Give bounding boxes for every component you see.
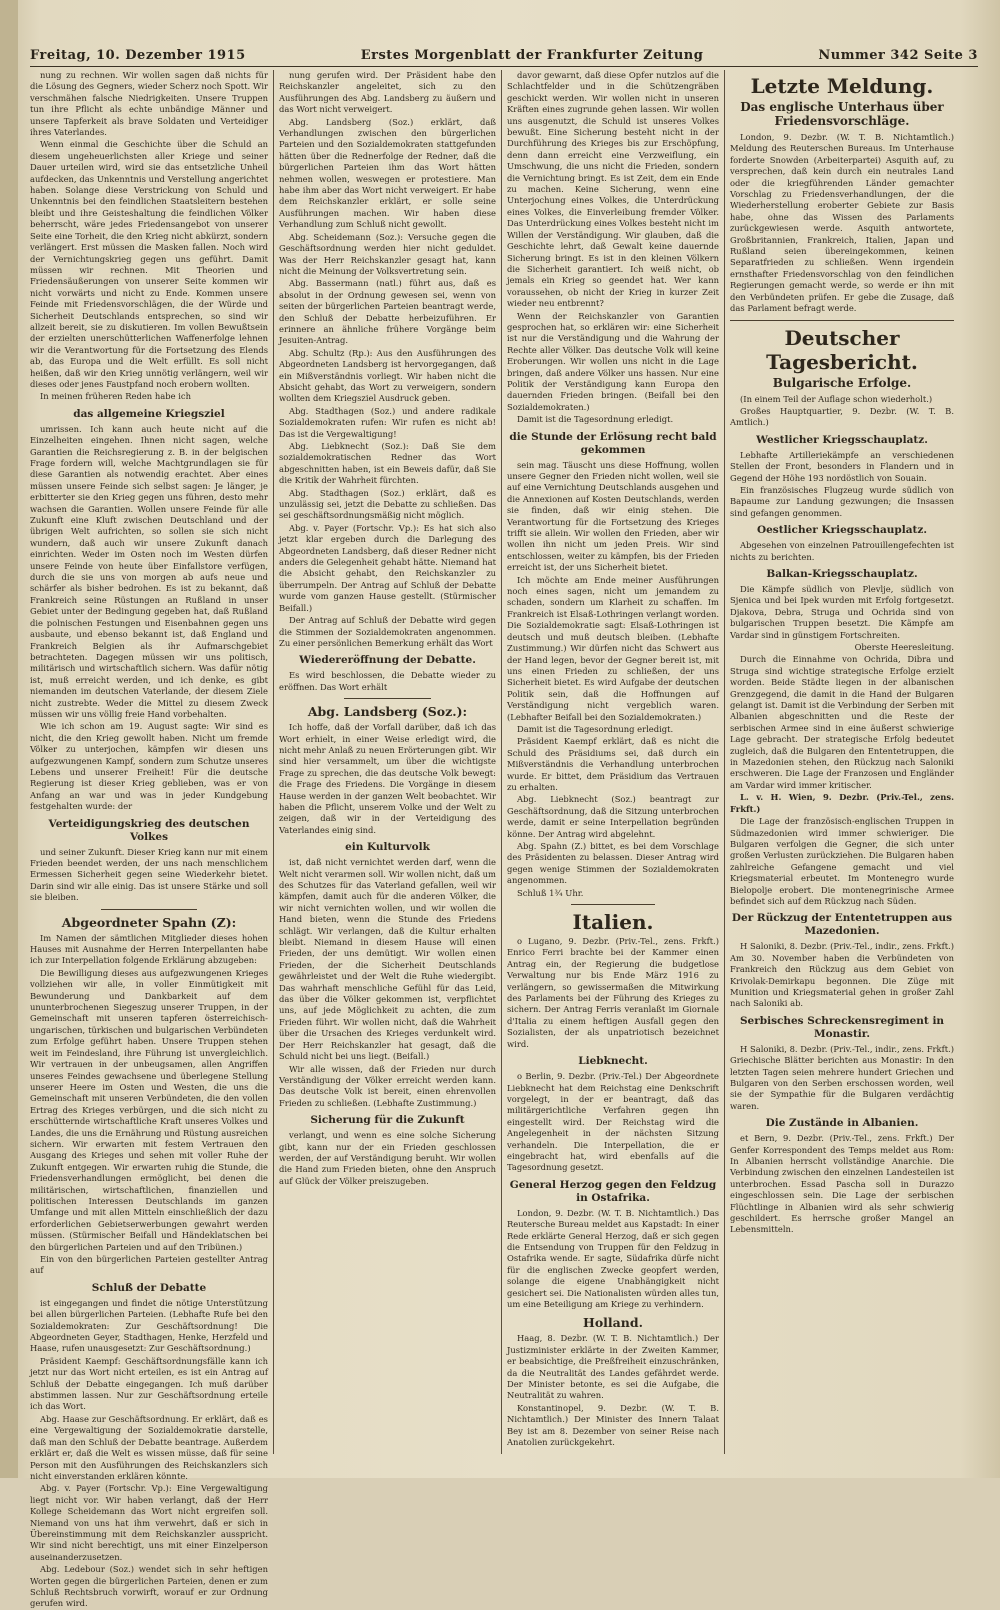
paragraph: Wenn der Reichskanzler von Garantien gesprochen hat, so erklären wir: eine Sicherheit ist nur die Verständigung und die Wahrung der Rechte aller Völker. Das deutsche Volk will keine Eroberungen. Wir wollen uns nicht in die Lage bringen, daß andere Völker uns hassen. Nur eine Politik der Verständigung kann Europa den dauernden Frieden bringen. (Beifall bei den Sozialdemokraten.)	[507, 310, 719, 412]
paragraph: In meinen früheren Reden habe ich	[40, 391, 191, 402]
section-heading: Italien.	[572, 910, 654, 935]
paragraph: Haag, 8. Dezbr. (W. T. B. Nichtamtlich.) Der Justizminister erklärte in der Zweiten Kammer, er beabsichtige, die Preßfreiheit einzuschränken, da die Neutralität des Landes gefährdet werde. Der Minister betonte, es sei die Aufgabe, die Neutralität zu wahren.	[507, 1333, 719, 1401]
section-heading: Deutscher Tagesbericht.	[766, 325, 918, 374]
binding-gutter	[0, 0, 18, 1478]
paragraph: umrissen. Ich kann auch heute nicht auf die Einzelheiten eingehen. Ihnen nicht sagen, welche Garantien die Reichsregierung z. B. in der belgischen Frage fordern will, welche Machtgrundlagen sie für diese Garantien als notwendig erachtet. Aber eines müssen unsere Feinde sich selbst sagen: Je länger, je erbitterter sie den Krieg gegen uns führen, desto mehr wachsen die Garantien. Wollen unsere Feinde für alle Zukunft eine Kluft zwischen Deutschland und der übrigen Welt aufrichten, so sollen sie sich nicht wundern, daß auch wir unsere Zukunft danach einrichten. Weder im Osten noch im Westen dürfen unsere Feinde von heute über Einfallstore verfügen, durch die sie uns von morgen ab aufs neue und schärfer als bisher bedrohen. Es ist zu bekannt, daß Frankreich seine Rüstungen an Rußland in unser Gebiet unter der Bedingung gegeben hat, daß Rußland die polnischen Festungen und Eisenbahnen gegen uns ausbaute, und ebenso bekannt ist, daß England und Frankreich Belgien als ihr Aufmarschgebiet betrachteten. Dagegen müssen wir uns politisch, militärisch und wirtschaftlich sichern. Was dafür nötig ist, muß erreicht werden, und ich denke, es gibt niemanden im deutschen Vaterlande, der diesem Ziele nicht zustrebte. Weder die Mittel zu diesem Zweck müssen wir uns völlig freie Hand vorbehalten.	[30, 423, 268, 719]
paragraph: nung gerufen wird. Der Präsident habe den Reichskanzler angeleitet, sich zu den Ausführungen des Abg. Landsberg zu äußern und das Wort nicht verweigert.	[279, 70, 496, 115]
section-heading: Holland.	[583, 1315, 643, 1331]
column-2	[279, 70, 496, 1454]
section-heading: Liebknecht.	[578, 1055, 648, 1068]
paragraph: Abg. Liebknecht (Soz.): Daß Sie dem sozialdemokratischen Redner das Wort abgeschnitten haben, ist ein Beweis dafür, daß Sie die Kritik der Wahrheit fürchten.	[279, 441, 496, 486]
paragraph: Lebhafte Artilleriekämpfe an verschiedenen Stellen der Front, besonders in Flandern und in Gegend der Höhe 193 nordöstlich von Souain.	[730, 449, 954, 483]
paragraph: Die Lage der französisch-englischen Truppen in Südmazedonien wird immer schwieriger. Die Bulgaren verfolgen die Gegner, die sich unter großen Verlusten zurückziehen. Die Bulgaren haben zahlreiche Gefangene gemacht und viel Kriegsmaterial erbeutet. Im Montenegro wurde Bielopolje erobert. Die montenegrinische Armee befindet sich auf dem Rückzug nach Süden.	[730, 816, 954, 906]
divider	[571, 904, 656, 905]
paragraph: Abg. Spahn (Z.) bittet, es bei dem Vorschlage des Präsidenten zu belassen. Dieser Antrag wird gegen wenige Stimmen der Sozialdemokraten angenommen.	[507, 841, 719, 886]
paragraph: London, 9. Dezbr. (W. T. B. Nichtamtlich.) Das Reutersche Bureau meldet aus Kapstadt: In einer Rede erklärte General Herzog, daß er sich gegen die Entsendung von Truppen für den Feldzug in Ostafrika wende. Er sagte, Südafrika dürfe nicht für die englischen Zwecke geopfert werden, solange die eigene Unabhängigkeit nicht gesichert sei. Die Nationalisten würden alles tun, um eine Beteiligung am Kriege zu verhindern.	[507, 1207, 719, 1309]
column-rule	[501, 70, 502, 1454]
paragraph: Präsident Kaempf: Geschäftsordnungsfälle kann ich jetzt nur das Wort nicht erteilen, es ist ein Antrag auf Schluß der Debatte eingegangen. Ich muß darüber abstimmen lassen. Nur zur Geschäftsordnung erteile ich das Wort.	[30, 1355, 268, 1412]
paragraph: nung zu rechnen. Wir wollen sagen daß nichts für die Lösung des Gegners, wieder Scherz noch Spott. Wir verschmähen falsche Niedrigkeiten. Unsere Truppen tun ihre Pflicht als echte unbändige Männer und unsere Tapferkeit als brave Soldaten und Verteidiger ihres Vaterlandes.	[30, 70, 268, 138]
section-heading: Abg. Landsberg (Soz.):	[307, 704, 468, 720]
section-heading: ein Kulturvolk	[345, 841, 430, 854]
paragraph: Damit ist die Tagesordnung erledigt.	[517, 723, 674, 734]
masthead-paper: Erstes Morgenblatt der Frankfurter Zeitung	[360, 47, 704, 63]
paragraph: Wie ich schon am 19. August sagte: Wir sind es nicht, die den Krieg gewollt haben. Nicht um fremde Völker zu unterjochen, kämpfen wir diesen uns aufgezwungenen Kampf, sondern zum Schutze unseres Lebens und unserer Freiheit! Für die deutsche Regierung ist dieser Krieg geblieben, was er von Anfang an war und was in jeder Kundgebung festgehalten wurde: der	[30, 721, 268, 812]
paragraph: davor gewarnt, daß diese Opfer nutzlos auf die Schlachtfelder und in die Schützengräben geschickt werden. Wir wollen nicht in unseren Kräften eines zugrunde gehen lassen. Wir wollen uns ausgenutzt, die Schuld ist unseres Volkes bewußt. Eine Sicherung besteht nicht in der Durchführung des Krieges bis zur Erschöpfung, denn dann erreicht eine Verzweiflung, ein Umschwung, die uns nicht die Frieden, sondern die Vernichtung bringt. Es ist Zeit, dem ein Ende zu machen. Keine Sicherung, wenn eine Unterjochung eines Volkes, die Unterdrückung eines Volkes, die Einverleibung fremder Völker. Das Unterdrückung eines Volkes besteht nicht im Willen der Verständigung. Wir glauben, daß die Geschichte lehrt, daß Gewalt keine dauernde Sicherung bringt. Es ist in den kleinen Völkern die Sicherheit garantiert. Ich weiß nicht, ob jemals ein Krieg so geendet hat. Wer kann voraussehen, ob nicht der Krieg in kurzer Zeit wieder neu entbrennt?	[507, 70, 719, 309]
paragraph: Die Kämpfe südlich von Plevlje, südlich von Sjenica und bei Ipek wurden mit Erfolg fortgesetzt. Djakova, Debra, Struga und Ochrida sind von bulgarischen Truppen besetzt. Die Kämpfe am Vardar sind in günstigem Fortschreiten.	[730, 583, 954, 640]
paragraph: Abg. Schultz (Rp.): Aus den Ausführungen des Abgeordneten Landsberg ist hervorgegangen, daß ein Mißverständnis vorliegt. Wir haben nicht die Absicht gehabt, das Wort zu verweigern, sondern wollten dem Kriegsziel Ausdruck geben.	[279, 347, 496, 404]
paragraph: ist, daß nicht vernichtet werden darf, wenn die Welt nicht verarmen soll. Wir wollen nicht, daß um des Schutzes für das Vaterland gefallen, weil wir kämpfen, damit auch für die anderen Völker, die wir nicht vernichten wollen, und wir wollen die Hand bieten, wenn die Stunde des Friedens schlägt. Wir verlangen, daß die Kultur erhalten bleibt. Niemand in diesem Hause will einen Frieden, der uns demütigt. Wir wollen einen Frieden, der die Sicherheit Deutschlands gewährleistet und der Welt die Ruhe wiedergibt. Das wahrhaft menschliche Gefühl für das Leid, das über die Völker gekommen ist, verpflichtet uns, auf jede Möglichkeit zu achten, die zum Frieden führt. Wir wollen nicht, daß die Wahrheit über die Ursachen des Krieges verdunkelt wird. Der Herr Reichskanzler hat gesagt, daß die Schuld nicht bei uns liegt. (Beifall.)	[279, 857, 496, 1062]
section-heading: Westlicher Kriegsschauplatz.	[756, 433, 928, 446]
paragraph: Damit ist die Tagesordnung erledigt.	[517, 414, 674, 425]
divider	[101, 909, 196, 910]
paragraph: o Lugano, 9. Dezbr. (Priv.-Tel., zens. Frkft.) Enrico Ferri brachte bei der Kammer einen Antrag ein, der Regierung die budgetlose Verwaltung nur bis Ende März 1916 zu verlängern, so gewissermaßen die Mitwirkung des Parlaments bei der Führung des Krieges zu sichern. Der Antrag Ferris veranlaßt im Giornale d'Italia zu einem heftigen Ausfall gegen den Sozialisten, der als unpatriotisch bezeichnet wird.	[507, 936, 719, 1049]
paragraph: Präsident Kaempf erklärt, daß es nicht die Schuld des Präsidiums sei, daß durch ein Mißverständnis die Verhandlung unterbrochen wurde. Er bittet, dem Präsidium das Vertrauen zu erhalten.	[507, 736, 719, 792]
paragraph: sein mag. Täuscht uns diese Hoffnung, wollen unsere Gegner den Frieden nicht wollen, weil sie auf eine Vernichtung Deutschlands ausgehen und die Annexionen auf Kosten Deutschlands, werden sie finden, daß wir einig stehen. Die Verantwortung für die Fortsetzung des Krieges trifft sie allein. Wir wollen den Frieden, aber wir wollen ihn nicht um jeden Preis. Wir sind entschlossen, weiter zu kämpfen, bis der Frieden erreicht ist, der uns Sicherheit bietet.	[507, 459, 719, 573]
paragraph: Abg. v. Payer (Fortschr. Vp.): Es hat sich also jetzt klar ergeben durch die Darlegung des Abgeordneten Landsberg, daß dieser Redner nicht anders die Gelegenheit gehabt hätte. Niemand hat die Absicht gehabt, den Reichskanzler zu überrumpeln. Der Antrag auf Schluß der Debatte wurde vom ganzen Hause gestellt. (Stürmischer Beifall.)	[279, 522, 496, 613]
subheading: Das englische Unterhaus über Friedensvorschläge.	[740, 100, 944, 128]
paragraph: London, 9. Dezbr. (W. T. B. Nichtamtlich.) Meldung des Reuterschen Bureaus. Im Unterhause forderte Snowden (Arbeiterpartei) Asquith auf, zu versprechen, daß kein durch ein neutrales Land oder die kriegführenden Länder gemachter Vorschlag zu Friedensverhandlungen, der die Wiederherstellung eroberter Gebiete zur Basis habe, ohne das Wissen des Parlaments zurückgewiesen werde. Asquith antwortete, Großbritannien, Frankreich, Italien, Japan und Rußland seien übereingekommen, keinen Separatfrieden zu schließen. Wenn irgendein ernsthafter Friedensvorschlag von den feindlichen Regierungen gemacht werde, so werde er ihn mit den Verbündeten prüfen. Er gebe die Zusage, daß das Parlament befragt werde.	[730, 132, 954, 314]
paragraph: Abg. v. Payer (Fortschr. Vp.): Eine Vergewaltigung liegt nicht vor. Wir haben verlangt, daß der Herr Kollege Scheidemann das Wort nicht ergreifen soll. Niemand von uns hat ihm verwehrt, daß er sich in Übereinstimmung mit dem Reichskanzler ausspricht. Wir sind nicht berechtigt, uns mit einer Einzelperson auseinanderzusetzen.	[30, 1483, 268, 1562]
section-heading: Die Zustände in Albanien.	[765, 1117, 919, 1130]
paragraph: Wenn einmal die Geschichte über die Schuld an diesem ungeheuerlichsten aller Kriege und seiner Dauer urteilen wird, wird sie das entsetzliche Unheil aufdecken, das Unkenntnis und Verstellung angerichtet haben. Solange diese Verstrickung von Schuld und Unkenntnis bei den feindlichen Staatsleitern bestehen bleibt und ihre Geisteshaltung die feindlichen Völker beherrscht, wäre jedes Friedensangebot von unserer Seite eine Torheit, die den Krieg nicht abkürzt, sondern verlängert. Erst müssen die Masken fallen. Noch wird der Vernichtungskrieg gegen uns geführt. Damit müssen wir rechnen. Mit Theorien und Friedensäußerungen von unserer Seite kommen wir nicht vorwärts und nicht zu Ende. Kommen unsere Feinde mit Friedensvorschlägen, die der Würde und Sicherheit Deutschlands entsprechen, so sind wir allzeit bereit, sie zu diskutieren. Im vollen Bewußtsein der erzielten unerschütterlichen Waffenerfolge lehnen wir die Verantwortung für die Fortsetzung des Elends ab, das Europa und die Welt erfüllt. Es soll nicht heißen, daß wir den Krieg unnötig verlängern, weil wir dieses oder jenes Faustpfand noch erobern wollten.	[30, 139, 268, 389]
paragraph: Abg. Stadthagen (Soz.) erklärt, daß es unzulässig sei, jetzt die Debatte zu schließen. Das sei geschäftsordnungsmäßig nicht möglich.	[279, 487, 496, 521]
paragraph: Abg. Ledebour (Soz.) wendet sich in sehr heftigen Worten gegen die bürgerlichen Parteien, denen er zum Schluß Rechtsbruch vorwirft, worauf er zur Ordnung gerufen wird.	[30, 1564, 268, 1609]
paragraph: Ich möchte am Ende meiner Ausführungen noch eines sagen, nicht um jemandem zu schaden, sondern um Klarheit zu schaffen. Im Frankreich ist Elsaß-Lothringen verlangt worden. Die Sozialdemokratie sagt: Elsaß-Lothringen ist deutsch und muß deutsch bleiben. (Lebhafte Zustimmung.) Wir dürfen nicht das Schwert aus der Hand legen, bevor der Gegner bereit ist, mit uns einen Frieden zu schließen, der uns Sicherheit bietet. Es wird Aufgabe der deutschen Politik sein, daß die Hoffnungen auf Verständigung nicht vergeblich waren. (Lebhafter Beifall bei den Sozialdemokraten.)	[507, 574, 719, 722]
paragraph: Abgesehen von einzelnen Patrouillengefechten ist nichts zu berichten.	[730, 540, 954, 562]
paragraph: Im Namen der sämtlichen Mitglieder dieses hohen Hauses mit Ausnahme der Herren Interpellanten habe ich zur Interpellation folgende Erklärung abzugeben:	[30, 932, 268, 966]
section-heading: Balkan-Kriegsschauplatz.	[766, 567, 918, 580]
section-heading: Letzte Meldung.	[750, 74, 934, 98]
section-heading: Oestlicher Kriegsschauplatz.	[756, 524, 928, 537]
paragraph: H Saloniki, 8. Dezbr. (Priv.-Tel., indir., zens. Frkft.) Am 30. November haben die Verbündeten von Frankreich den Rückzug aus dem Gebiet von Krivolak-Demirkapu begonnen. Die Züge mit Munition und Kriegsmaterial gehen in großer Zahl nach Saloniki ab.	[730, 941, 954, 1009]
paragraph: Abg. Stadthagen (Soz.) und andere radikale Sozialdemokraten rufen: Wir rufen es nicht ab! Das ist die Vergewaltigung!	[279, 405, 496, 439]
masthead	[30, 44, 978, 67]
paragraph: Abg. Landsberg (Soz.) erklärt, daß Verhandlungen zwischen den bürgerlichen Parteien und den Sozialdemokraten stattgefunden hätten über die Rednerfolge der Redner, daß die bürgerlichen Parteien ihm das Wort hätten nehmen wollen, weswegen er protestiere. Man habe ihm aber das Wort nicht verweigert. Er habe dem Reichskanzler erklärt, er solle seine Ausführungen machen. Wir haben diese Verhandlung zum Schluß nicht gewollt.	[279, 116, 496, 230]
divider	[730, 320, 954, 321]
paragraph: und seiner Zukunft. Dieser Krieg kann nur mit einem Frieden beendet werden, der uns nach menschlichem Ermessen Sicherheit gegen seine Wiederkehr bietet. Darin sind wir alle einig. Das ist unsere Stärke und soll sie bleiben.	[30, 846, 268, 903]
masthead-issue: Nummer 342 Seite 3	[818, 47, 978, 63]
paragraph: Abg. Liebknecht (Soz.) beantragt zur Geschäftsordnung, daß die Sitzung unterbrochen werde, damit er seine Interpellation begründen könne. Der Antrag wird abgelehnt.	[507, 794, 719, 839]
paragraph: Schluß 1¾ Uhr.	[517, 887, 584, 898]
section-heading: General Herzog gegen den Feldzug in Ostafrika.	[509, 1178, 717, 1204]
section-heading: Sicherung für die Zukunft	[310, 1114, 465, 1127]
paragraph: (In einem Teil der Auflage schon wiederholt.)	[740, 393, 933, 404]
paragraph: Oberste Heeresleitung.	[854, 642, 954, 652]
section-heading: Der Rückzug der Ententetruppen aus Mazedonien.	[731, 912, 953, 938]
subheading: Bulgarische Erfolge.	[772, 375, 912, 390]
column-rule	[724, 70, 725, 1454]
section-heading: Schluß der Debatte	[91, 1281, 207, 1294]
divider	[344, 698, 431, 699]
dateline: L. v. H. Wien, 9. Dezbr. (Priv.-Tel., zens. Frkft.)	[730, 792, 954, 814]
paragraph: Abg. Bassermann (natl.) führt aus, daß es absolut in der Ordnung gewesen sei, wenn von seiten der bürgerlichen Parteien beantragt werde, den Schluß der Debatte herbeizuführen. Er erinnere an ähnliche frühere Vorgänge beim Jesuiten-Antrag.	[279, 278, 496, 346]
column-rule	[273, 70, 274, 1454]
section-heading: Verteidigungskrieg des deutschen Volkes	[48, 817, 250, 843]
paragraph: Die Bewilligung dieses aus aufgezwungenen Krieges vollziehen wir alle, in voller Einmütigkeit mit Bewunderung und Dankbarkeit auf dem ununterbrochenen Siegeszug unserer Truppen, in der Gemeinschaft mit unseren tapferen österreichisch-ungarischen, türkischen und bulgarischen Verbündeten zum Erfolge geführt haben. Unsere Truppen stehen weit im Feindesland, ihre Führung ist unvergleichlich. Wir vertrauen in der unbeugsamen, allen Angriffen unseres Feindes gewachsene und überlegene Stellung unserer Heere im Osten und Westen, die uns die Gemeinschaft mit unseren Verbündeten, die den vollen Ertrag des Krieges verbürgen, und die sich nicht zu erschütternde wirtschaftliche Kraft unseres Volkes und Landes, die uns die Ernährung und Rüstung ausreichen sichern. Wir erwarten mit festem Vertrauen den Ausgang des Krieges und sehen mit voller Ruhe der Zukunft entgegen. Wir erwarten ruhig die Stunde, die Friedensverhandlungen ermöglicht, bei denen die militärischen, wirtschaftlichen, finanziellen und politischen Interessen Deutschlands im ganzen Umfange und mit allen Mitteln einschließlich der dazu erforderlichen Gebietserwerbungen gewahrt werden müssen. (Stürmischer Beifall und Händeklatschen bei den bürgerlichen Parteien und auf den Tribünen.)	[30, 967, 268, 1252]
paragraph: H Saloniki, 8. Dezbr. (Priv.-Tel., indir., zens. Frkft.) Griechische Blätter berichten aus Monastir: In den letzten Tagen seien mehrere hundert Griechen und Bulgaren von den Serben erschossen worden, weil sie der Sympathie für die Bulgaren verdächtig waren.	[730, 1043, 954, 1111]
paragraph: Ein von den bürgerlichen Parteien gestellter Antrag auf	[30, 1254, 268, 1276]
section-heading: die Stunde der Erlösung recht bald gekommen	[509, 430, 717, 456]
paragraph: ist eingegangen und findet die nötige Unterstützung bei allen bürgerlichen Parteien. (Lebhafte Rufe bei den Sozialdemokraten: Zur Geschäftsordnung! Die Abgeordneten Geyer, Stadthagen, Henke, Herzfeld und Haase, rufen unausgesetzt: Zur Geschäftsordnung.)	[30, 1297, 268, 1354]
paragraph: Ich hoffe, daß der Vorfall darüber, daß ich das Wort erhielt, in einer Weise erledigt wird, die nicht mehr Anlaß zu neuen Erörterungen gibt. Wir sind hier versammelt, um über die wichtigste Frage zu sprechen, die das deutsche Volk bewegt: die Frage des Friedens. Die Vorgänge in diesem Hause werden in der ganzen Welt beobachtet. Wir haben die Pflicht, unserem Volke und der Welt zu zeigen, daß wir in der Verteidigung des Vaterlandes einig sind.	[279, 722, 496, 835]
section-heading: Serbisches Schreckensregiment in Monastir.	[739, 1014, 945, 1040]
paragraph: Konstantinopel, 9. Dezbr. (W. T. B. Nichtamtlich.) Der Minister des Innern Talaat Bey ist am 8. Dezember von seiner Reise nach Anatolien zurückgekehrt.	[507, 1402, 719, 1448]
paragraph: Ein französisches Flugzeug wurde südlich von Bapaume zur Landung gezwungen; die Insassen sind gefangen genommen.	[730, 484, 954, 518]
paragraph: Wir alle wissen, daß der Frieden nur durch Verständigung der Völker erreicht werden kann. Das deutsche Volk ist bereit, einen ehrenvollen Frieden zu schließen. (Lebhafte Zustimmung.)	[279, 1063, 496, 1108]
column-3	[507, 70, 719, 1454]
paragraph: Durch die Einnahme von Ochrida, Dibra und Struga sind wichtige strategische Erfolge erzielt worden. Beide Städte liegen in der albanischen Grenzgegend, die damit in die Hand der Bulgaren gelangt ist. Damit ist die Verbindung der Serben mit Albanien abgeschnitten und die Reste der serbischen Armee sind in eine äußerst schwierige Lage gebracht. Der strategische Erfolg bedeutet zugleich, daß die Bulgaren den Ententetruppen, die in Mazedonien stehen, den Rückzug nach Saloniki erschweren. Die Lage der Franzosen und Engländer am Vardar wird immer kritischer.	[730, 654, 954, 790]
masthead-date: Freitag, 10. Dezember 1915	[30, 47, 246, 63]
paragraph: Der Antrag auf Schluß der Debatte wird gegen die Stimmen der Sozialdemokraten angenommen. Zu einer persönlichen Bemerkung erhält das Wort	[279, 615, 496, 648]
paragraph: Es wird beschlossen, die Debatte wieder zu eröffnen. Das Wort erhält	[279, 670, 496, 692]
paragraph: Abg. Haase zur Geschäftsordnung. Er erklärt, daß es eine Vergewaltigung der Sozialdemokratie darstelle, daß man den Schluß der Debatte beantrage. Außerdem erklärt er, daß die Welt es wissen müsse, daß für seine Person mit den Ausführungen des Reichskanzlers sich nicht einverstanden erklären könnte.	[30, 1413, 268, 1481]
paragraph: verlangt, und wenn es eine solche Sicherung gibt, kann nur der ein Frieden geschlossen werden, der auf Verständigung beruht. Wir wollen die Hand zum Frieden bieten, ohne den Anspruch auf Glück der Völker preiszugeben.	[279, 1130, 496, 1186]
section-heading: Wiedereröffnung der Debatte.	[299, 654, 476, 667]
section-heading: das allgemeine Kriegsziel	[73, 407, 225, 420]
column-4	[730, 70, 954, 1454]
section-heading: Abgeordneter Spahn (Z):	[61, 914, 237, 930]
paragraph: et Bern, 9. Dezbr. (Priv.-Tel., zens. Frkft.) Der Genfer Korrespondent des Temps meldet aus Rom: In Albanien herrscht vollständige Anarchie. Die Verbindung zwischen den einzelnen Landesteilen ist unterbrochen. Essad Pascha soll in Durazzo eingeschlossen sein. Die Lage der serbischen Flüchtlinge in Albanien wird als sehr schwierig geschildert. Es herrsche großer Mangel an Lebensmitteln.	[730, 1133, 954, 1235]
paragraph: Großes Hauptquartier, 9. Dezbr. (W. T. B. Amtlich.)	[730, 405, 954, 428]
paragraph: o Berlin, 9. Dezbr. (Priv.-Tel.) Der Abgeordnete Liebknecht hat dem Reichstag eine Denkschrift vorgelegt, in der er beantragt, daß das militärgerichtliche Verfahren gegen ihn eingestellt wird. Der Reichstag wird die Angelegenheit in der nächsten Sitzung verhandeln. Die Interpellation, die er eingebracht hat, wird ebenfalls auf die Tagesordnung gesetzt.	[507, 1071, 719, 1173]
column-1	[30, 70, 268, 1609]
paragraph: Abg. Scheidemann (Soz.): Versuche gegen die Geschäftsordnung werden hier nicht geduldet. Was der Herr Reichskanzler gesagt hat, kann nicht die Meinung der Volksvertretung sein.	[279, 231, 496, 276]
